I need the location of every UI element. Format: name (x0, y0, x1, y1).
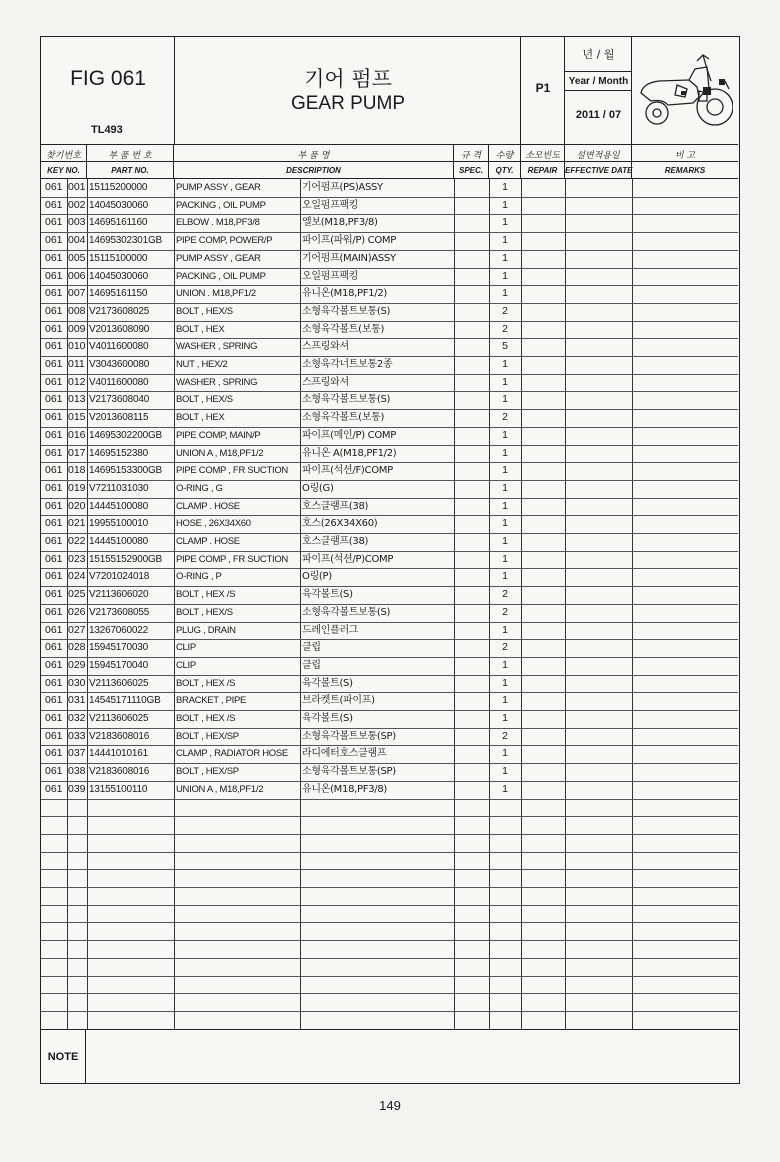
description-korean: 파이프(석션/P)COMP (302, 553, 394, 565)
key-number: 023 (68, 552, 86, 565)
description-korean: O링(P) (302, 571, 332, 583)
table-row (41, 515, 738, 533)
description-korean: 소형육각너트보통2종 (302, 359, 393, 370)
key-number: 038 (68, 765, 86, 778)
col-qty: 수량 QTY. (489, 145, 521, 179)
key-number: 002 (68, 198, 86, 211)
fig-number: 061 (45, 234, 63, 247)
key-number: 006 (68, 269, 86, 282)
description-english: PIPE COMP, MAIN/P (176, 429, 261, 441)
description-korean: 클립 (302, 659, 321, 671)
description-korean: 파이프(메인/P) COMP (302, 429, 396, 441)
key-number: 013 (68, 393, 86, 406)
description-korean: 소형육각볼트(보통) (302, 323, 385, 335)
table-row (41, 710, 738, 728)
table-row-divider (41, 887, 738, 888)
table-row (41, 250, 738, 268)
year-month-label-en: Year / Month (565, 71, 632, 91)
description-english: PACKING , OIL PUMP (176, 199, 266, 211)
description-english: BOLT , HEX (176, 412, 225, 424)
description-english: O-RING , G (176, 482, 223, 494)
note-section (41, 1029, 738, 1083)
part-number: 14545171110GB (89, 695, 161, 707)
key-number: 019 (68, 481, 86, 494)
description-english: BOLT , HEX /S (176, 589, 236, 601)
table-row-divider (41, 922, 738, 923)
part-number: V2113606025 (89, 677, 149, 689)
key-number: 017 (68, 446, 86, 459)
part-number: 14695161150 (89, 288, 148, 300)
col-repair: 소모빈도 REPAIR (521, 145, 565, 179)
image-cell (632, 37, 738, 145)
quantity: 1 (502, 181, 508, 193)
fig-number: 061 (45, 588, 63, 601)
description-korean: 파이프(석션/F)COMP (302, 465, 393, 477)
description-english: PACKING , OIL PUMP (176, 270, 266, 282)
description-english: BOLT , HEX/SP (176, 730, 239, 742)
description-english: PIPE COMP , FR SUCTION (176, 465, 288, 477)
table-row (41, 533, 738, 551)
part-number: V4011600080 (89, 376, 149, 388)
description-english: BOLT , HEX /S (176, 677, 236, 689)
table-row (41, 551, 738, 569)
quantity: 1 (502, 269, 508, 282)
description-korean: 소형육각볼트보통(S) (302, 394, 391, 406)
description-korean: 유니온(M18,PF1/2) (302, 288, 387, 300)
description-korean: 오일펌프팩킹 (302, 199, 359, 211)
description-korean: 소형육각볼트보통(SP) (302, 730, 396, 742)
part-number: 14445100080 (89, 500, 148, 512)
fig-number: 061 (45, 747, 63, 760)
key-number: 001 (68, 181, 86, 193)
col-effective-date: 설변적용일 EFFECTIVE DATE (565, 145, 632, 179)
table-row-divider (41, 993, 738, 994)
key-number: 009 (68, 322, 86, 335)
description-korean: 기어펌프(MAIN)ASSY (302, 252, 396, 264)
description-korean: 오일펌프팩킹 (302, 270, 359, 282)
quantity: 1 (502, 251, 508, 264)
fig-number: 061 (45, 198, 63, 211)
part-number: 13267060022 (89, 624, 148, 636)
description-english: BOLT , HEX/SP (176, 766, 239, 778)
col-key-no: 찾기번호 KEY NO. (41, 145, 87, 179)
quantity: 5 (502, 340, 508, 353)
table-row-divider (41, 976, 738, 977)
table-row (41, 675, 738, 693)
table-row (41, 728, 738, 746)
quantity: 1 (502, 481, 508, 494)
fig-number: 061 (45, 481, 63, 494)
description-english: PIPE COMP, POWER/P (176, 235, 273, 247)
description-english: CLAMP . HOSE (176, 500, 240, 512)
part-number: 15155152900GB (89, 553, 163, 565)
part-number: 14045030060 (89, 199, 148, 211)
table-row-divider (41, 816, 738, 817)
fig-number: 061 (45, 340, 63, 353)
fig-number: 061 (45, 216, 63, 229)
table-row (41, 303, 738, 321)
description-korean: O링(G) (302, 482, 334, 494)
table-row (41, 586, 738, 604)
key-number: 037 (68, 747, 86, 760)
part-number: V2173608055 (89, 606, 150, 618)
part-number: 14695153300GB (89, 465, 163, 477)
description-english: HOSE , 26X34X60 (176, 518, 251, 530)
quantity: 1 (502, 464, 508, 477)
key-number: 004 (68, 234, 86, 247)
quantity: 2 (502, 322, 508, 335)
part-number: V2183608016 (89, 730, 150, 742)
fig-number: 061 (45, 499, 63, 512)
quantity: 1 (502, 358, 508, 370)
fig-number: 061 (45, 765, 63, 778)
title-cell (175, 37, 521, 145)
part-number: V3043600080 (89, 359, 150, 370)
key-number: 003 (68, 216, 86, 229)
description-english: PUMP ASSY , GEAR (176, 182, 261, 193)
key-number: 005 (68, 251, 86, 264)
part-number: 14695152380 (89, 447, 148, 459)
description-korean: 기어펌프(PS)ASSY (302, 182, 383, 193)
table-row-divider (41, 905, 738, 906)
quantity: 1 (502, 765, 508, 778)
table-row (41, 781, 738, 799)
quantity: 2 (502, 605, 508, 618)
fig-number: 061 (45, 287, 63, 300)
table-row-divider (41, 852, 738, 853)
description-korean: 파이프(파워/P) COMP (302, 235, 396, 247)
fig-number: 061 (45, 304, 63, 317)
key-number: 018 (68, 464, 86, 477)
description-korean: 유니온(M18,PF3/8) (302, 783, 387, 795)
part-number: 15945170030 (89, 642, 148, 654)
description-english: NUT , HEX/2 (176, 359, 228, 370)
figure-number: FIG 061 (70, 67, 146, 90)
description-english: PUMP ASSY , GEAR (176, 252, 261, 264)
part-number: V2113606025 (89, 713, 149, 724)
quantity: 2 (502, 729, 508, 742)
quantity: 2 (502, 411, 508, 424)
description-english: CLAMP . HOSE (176, 536, 240, 547)
quantity: 2 (502, 304, 508, 317)
fig-number: 061 (45, 393, 63, 406)
col-spec: 규 격 SPEC. (454, 145, 489, 179)
title-korean: 기어 펌프 (304, 67, 392, 91)
key-number: 012 (68, 375, 86, 388)
table-row (41, 622, 738, 640)
quantity: 2 (502, 641, 508, 654)
table-row (41, 462, 738, 480)
key-number: 039 (68, 782, 86, 795)
part-number: 15115200000 (89, 182, 148, 193)
column-headers (41, 145, 738, 179)
description-korean: 클립 (302, 642, 321, 654)
part-number: 13155100110 (89, 783, 148, 795)
part-number: V7211031030 (89, 482, 149, 494)
description-english: PIPE COMP , FR SUCTION (176, 553, 288, 565)
description-english: BOLT , HEX/S (176, 305, 233, 317)
quantity: 1 (502, 747, 508, 760)
quantity: 1 (502, 446, 508, 459)
figure-cell (41, 37, 175, 145)
quantity: 1 (502, 393, 508, 406)
description-korean: 라디에터호스클램프 (302, 748, 387, 760)
table-row (41, 285, 738, 303)
parts-table-body (41, 179, 738, 1029)
description-korean: 육각볼트(S) (302, 589, 353, 601)
table-row (41, 374, 738, 392)
key-number: 007 (68, 287, 86, 300)
description-korean: 스프링와셔 (302, 376, 349, 388)
quantity: 1 (502, 234, 508, 247)
description-english: UNION A , M18,PF1/2 (176, 783, 264, 795)
key-number: 021 (68, 517, 86, 530)
fig-number: 061 (45, 782, 63, 795)
description-korean: 유니온 A(M18,PF1/2) (302, 447, 397, 459)
part-number: V7201024018 (89, 571, 150, 583)
description-english: WASHER , SPRING (176, 376, 258, 388)
key-number: 029 (68, 658, 86, 671)
fig-number: 061 (45, 694, 63, 707)
table-row (41, 763, 738, 781)
part-number: 14045030060 (89, 270, 148, 282)
year-month-cell (565, 37, 632, 145)
table-row-divider (41, 799, 738, 800)
key-number: 030 (68, 676, 86, 689)
part-number: V2013608115 (89, 412, 149, 424)
description-english: CLIP (176, 659, 196, 671)
sheet-header (41, 37, 738, 145)
part-number: 14695161160 (89, 217, 148, 229)
key-number: 011 (68, 358, 85, 370)
fig-number: 061 (45, 517, 63, 530)
table-row (41, 692, 738, 710)
part-number: V2173608040 (89, 394, 150, 406)
tractor-icon (637, 51, 733, 133)
page-ref-cell (521, 37, 565, 145)
description-english: O-RING , P (176, 571, 222, 583)
description-english: PLUG , DRAIN (176, 624, 236, 636)
parts-list-sheet (40, 36, 740, 1084)
key-number: 008 (68, 304, 86, 317)
key-number: 020 (68, 499, 86, 512)
fig-number: 061 (45, 605, 63, 618)
table-row (41, 409, 738, 427)
table-row (41, 480, 738, 498)
col-part-no: 부 품 번 호 PART NO. (87, 145, 174, 179)
description-korean: 소형육각볼트보통(S) (302, 305, 391, 317)
key-number: 024 (68, 570, 86, 583)
table-row (41, 657, 738, 675)
table-row (41, 321, 738, 339)
fig-number: 061 (45, 251, 63, 264)
fig-number: 061 (45, 411, 63, 424)
part-number: 19955100010 (89, 518, 148, 530)
fig-number: 061 (45, 658, 63, 671)
description-korean: 엘보(M18,PF3/8) (302, 217, 378, 229)
table-row (41, 197, 738, 215)
fig-number: 061 (45, 428, 63, 441)
fig-number: 061 (45, 623, 63, 636)
year-month-label-kr: 년 / 월 (582, 48, 615, 61)
quantity: 1 (502, 198, 508, 211)
quantity: 1 (502, 287, 508, 300)
key-number: 016 (68, 428, 86, 441)
part-number: 14695302200GB (89, 429, 163, 441)
fig-number: 061 (45, 676, 63, 689)
description-korean: 육각볼트(S) (302, 713, 353, 724)
description-english: BOLT , HEX /S (176, 713, 236, 724)
key-number: 031 (68, 694, 86, 707)
quantity: 1 (502, 676, 508, 689)
fig-number: 061 (45, 464, 63, 477)
key-number: 028 (68, 641, 86, 654)
quantity: 1 (502, 712, 508, 724)
quantity: 1 (502, 570, 508, 583)
fig-number: 061 (45, 358, 63, 370)
description-korean: 소형육각볼트보통(SP) (302, 766, 396, 778)
key-number: 010 (68, 340, 86, 353)
description-korean: 육각볼트(S) (302, 677, 353, 689)
col-remarks: 비 고 REMARKS (632, 145, 738, 179)
table-row (41, 568, 738, 586)
quantity: 1 (502, 782, 508, 795)
title-english: GEAR PUMP (290, 93, 406, 114)
key-number: 027 (68, 623, 86, 636)
description-english: BRACKET , PIPE (176, 695, 247, 707)
table-row (41, 445, 738, 463)
key-number: 015 (68, 411, 86, 424)
table-row (41, 604, 738, 622)
fig-number: 061 (45, 446, 63, 459)
part-number: V2173608025 (89, 305, 150, 317)
part-number: 14441010161 (89, 748, 148, 760)
table-row-divider (41, 958, 738, 959)
table-row-divider (41, 834, 738, 835)
quantity: 1 (502, 428, 508, 441)
fig-number: 061 (45, 535, 63, 547)
quantity: 1 (502, 552, 508, 565)
description-english: CLAMP , RADIATOR HOSE (176, 748, 288, 760)
quantity: 2 (502, 588, 508, 601)
table-row (41, 498, 738, 516)
model-code: TL493 (91, 124, 123, 136)
table-row (41, 427, 738, 445)
fig-number: 061 (45, 552, 63, 565)
table-row-divider (41, 869, 738, 870)
table-row (41, 639, 738, 657)
fig-number: 061 (45, 375, 63, 388)
page-ref: P1 (535, 81, 551, 95)
quantity: 1 (502, 535, 508, 547)
fig-number: 061 (45, 181, 63, 193)
page-number: 149 (379, 1098, 401, 1113)
table-row (41, 745, 738, 763)
table-row (41, 356, 738, 374)
description-korean: 드레인플러그 (302, 624, 359, 636)
fig-number: 061 (45, 570, 63, 583)
part-number: 15945170040 (89, 659, 148, 671)
part-number: V2183608016 (89, 766, 150, 778)
description-korean: 호스클램프(38) (302, 536, 369, 547)
description-english: ELBOW . M18,PF3/8 (176, 217, 260, 229)
table-row (41, 214, 738, 232)
quantity: 1 (502, 658, 508, 671)
key-number: 032 (68, 712, 86, 724)
quantity: 1 (502, 517, 508, 530)
key-number: 025 (68, 588, 86, 601)
key-number: 022 (68, 535, 86, 547)
quantity: 1 (502, 623, 508, 636)
description-english: WASHER , SPRING (176, 341, 258, 353)
description-english: BOLT , HEX (176, 323, 225, 335)
fig-number: 061 (45, 729, 63, 742)
quantity: 1 (502, 216, 508, 229)
table-row (41, 391, 738, 409)
part-number: 14445100080 (89, 536, 148, 547)
table-row (41, 179, 738, 197)
part-number: V2013608090 (89, 323, 150, 335)
key-number: 026 (68, 605, 86, 618)
fig-number: 061 (45, 269, 63, 282)
description-english: CLIP (176, 642, 196, 654)
description-english: BOLT , HEX/S (176, 606, 233, 618)
description-korean: 스프링와셔 (302, 341, 349, 353)
part-number: V4011600080 (89, 341, 149, 353)
description-korean: 호스(26X34X60) (302, 518, 378, 530)
table-row-divider (41, 1011, 738, 1012)
description-korean: 소형육각볼트보통(S) (302, 606, 391, 618)
col-description: 부 품 명 DESCRIPTION (174, 145, 454, 179)
table-row (41, 338, 738, 356)
description-english: UNION . M18,PF1/2 (176, 288, 256, 300)
quantity: 1 (502, 694, 508, 707)
description-korean: 호스클램프(38) (302, 500, 369, 512)
key-number: 033 (68, 729, 86, 742)
table-row (41, 268, 738, 286)
fig-number: 061 (45, 322, 63, 335)
table-row (41, 232, 738, 250)
part-number: V2113606020 (89, 589, 149, 601)
part-number: 15115100000 (89, 252, 148, 264)
fig-number: 061 (45, 641, 63, 654)
quantity: 1 (502, 499, 508, 512)
quantity: 1 (502, 375, 508, 388)
description-korean: 소형육각볼트(보통) (302, 412, 385, 424)
part-number: 14695302301GB (89, 235, 163, 247)
fig-number: 061 (45, 712, 63, 724)
table-row-divider (41, 940, 738, 941)
year-month-value: 2011 / 07 (575, 109, 622, 121)
description-english: BOLT , HEX/S (176, 394, 233, 406)
note-label: NOTE (41, 1030, 86, 1084)
description-korean: 브라켓트(파이프) (302, 695, 375, 707)
description-english: UNION A , M18,PF1/2 (176, 447, 264, 459)
